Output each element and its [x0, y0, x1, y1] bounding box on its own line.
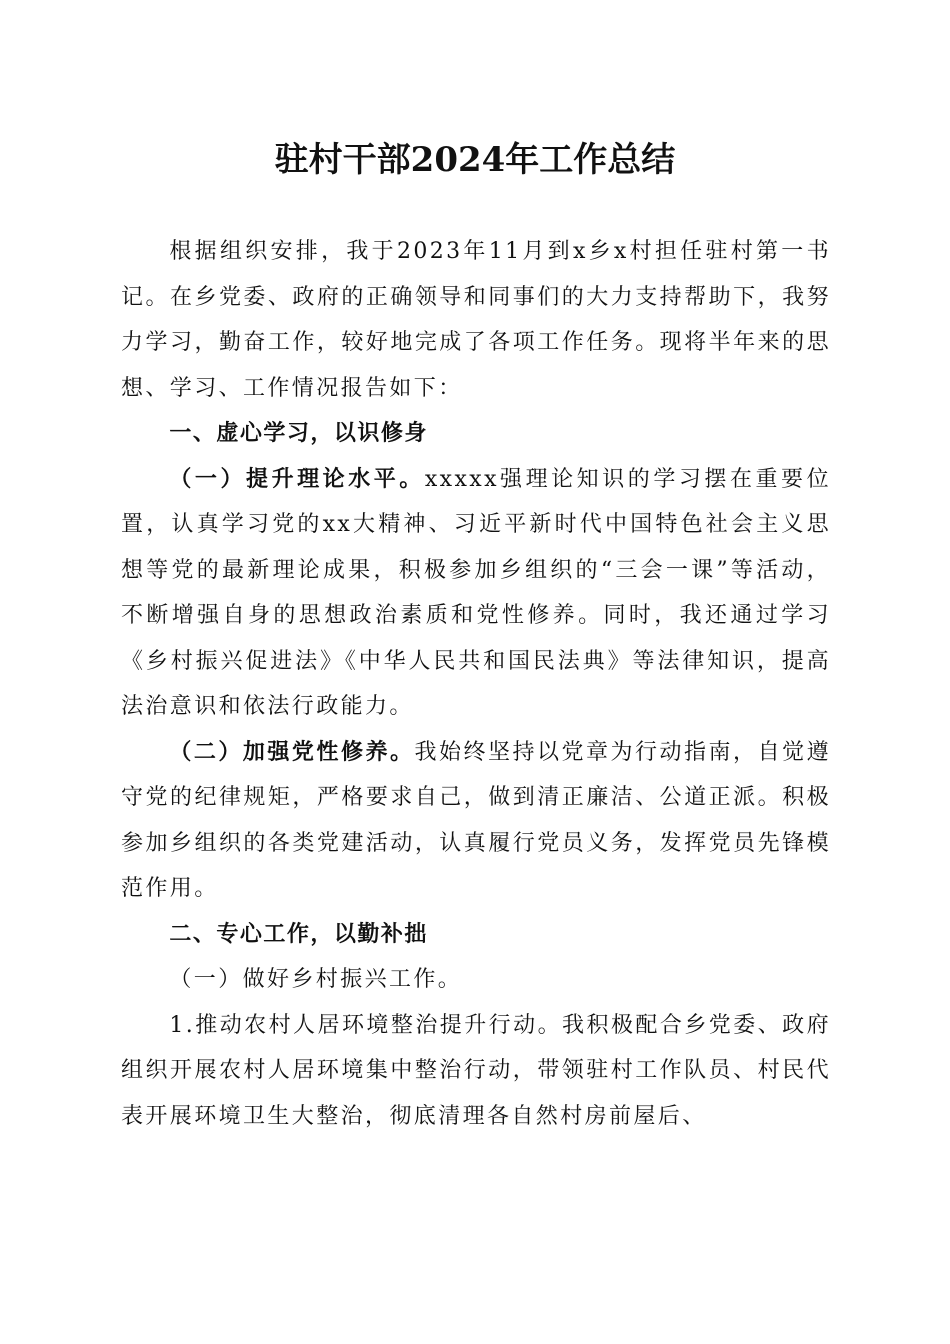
section-heading-1: 一、虚心学习，以识修身 — [169, 421, 428, 446]
paragraph-theory — [121, 457, 831, 730]
subsection-heading: （一）做好乡村振兴工作。 — [169, 967, 463, 992]
document-body — [121, 229, 831, 1139]
paragraph-text: xxxxx强理论知识的学习摆在重要位置，认真学习党的xx大精神、习近平新时代中国特色社会主义思想等党的最新理论成果，积极参加乡组织的“三会一课”等活动，不断增强自身的思想政治素质和党性修养。同时，我还通过学习《乡村振兴促进法》《中华人民共和国民法典》等法律知识，提高法治意识和依法行政能力。 — [121, 466, 831, 719]
document-title: 驻村干部2024年工作总结 — [274, 140, 676, 180]
paragraph-lead: （二）加强党性修养。 — [169, 739, 415, 765]
section-heading-2: 二、专心工作，以勤补拙 — [169, 921, 428, 947]
paragraph-lead: （一）提升理论水平。 — [169, 466, 425, 492]
intro-paragraph: 根据组织安排，我于2023年11月到x乡x村担任驻村第一书记。在乡党委、政府的正确领导和同事们的大力支持帮助下，我努力学习，勤奋工作，较好地完成了各项工作任务。现将半年来的思想、学习、工作情况报告如下： — [121, 239, 831, 401]
paragraph-party-spirit — [121, 730, 831, 912]
paragraph-text: 我始终坚持以党章为行动指南，自觉遵守党的纪律规矩，严格要求自己，做到清正廉洁、公道正派。积极参加乡组织的各类党建活动，认真履行党员义务，发挥党员先锋模范作用。 — [121, 739, 831, 901]
paragraph-environment: 1.推动农村人居环境整治提升行动。我积极配合乡党委、政府组织开展农村人居环境集中整治行动，带领驻村工作队员、村民代表开展环境卫生大整治，彻底清理各自然村房前屋后、 — [121, 1012, 831, 1129]
